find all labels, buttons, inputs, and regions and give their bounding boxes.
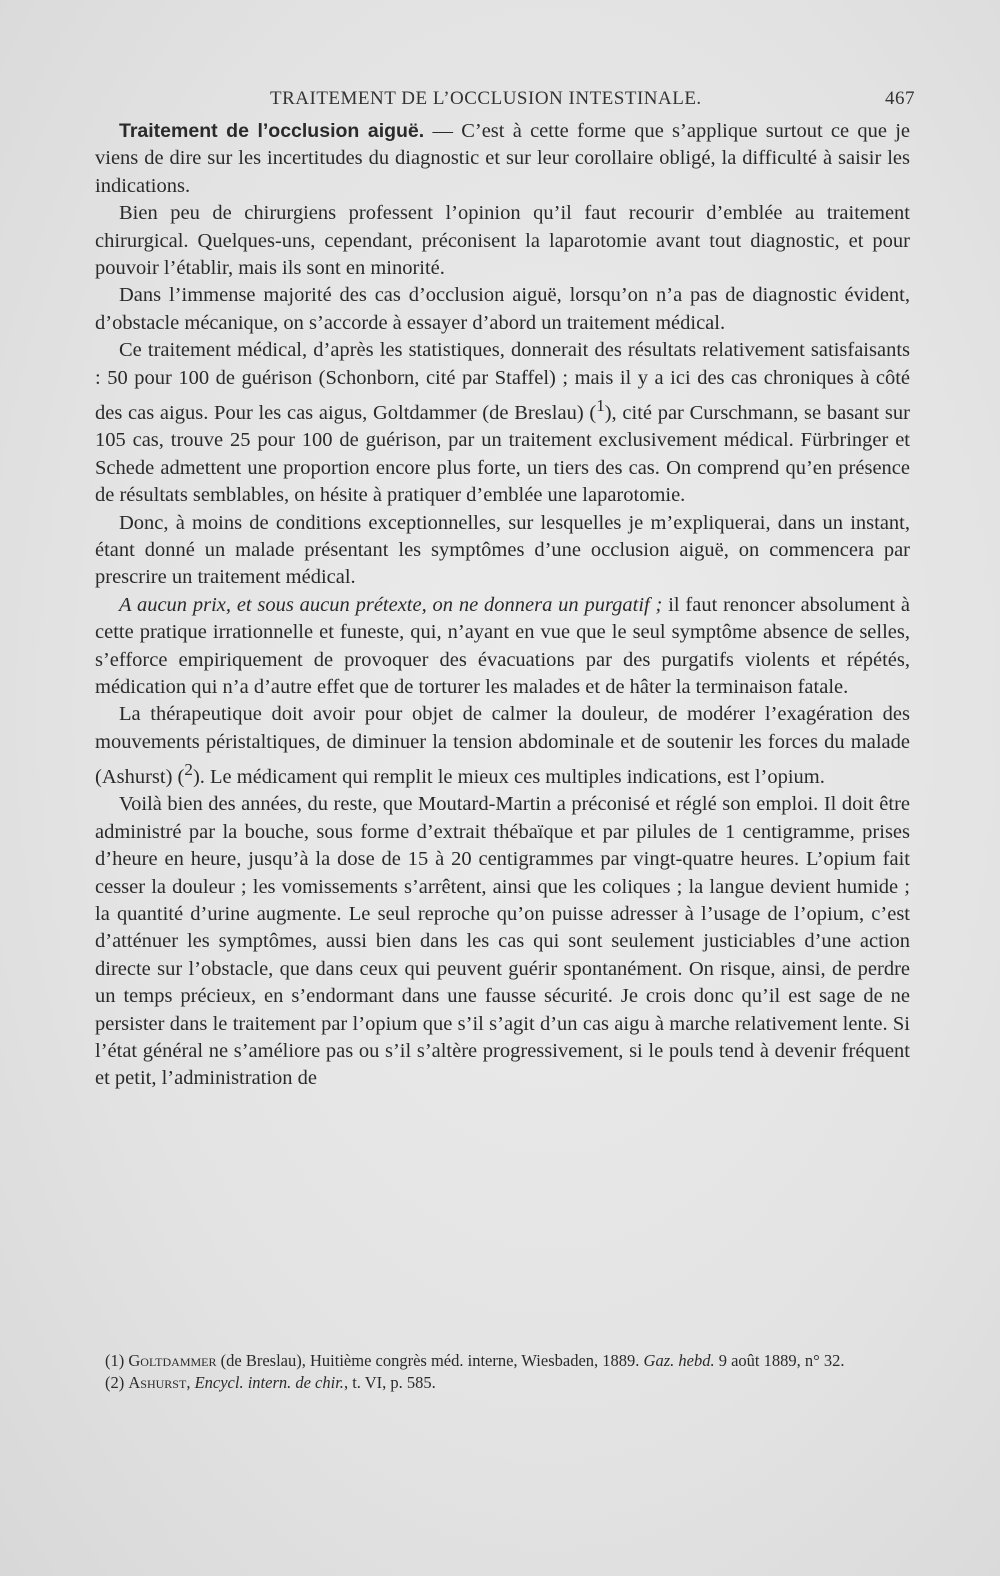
footnote-ref-2: 2 — [184, 760, 193, 780]
section-heading: Traitement de l’occlusion aiguë. — [119, 120, 425, 142]
footnote-1-text: (de Breslau), Huitième congrès méd. interne, Wiesbaden, 1889. — [216, 1351, 644, 1370]
body-text — [95, 118, 910, 1093]
page-number: 467 — [885, 88, 915, 109]
footnote-2-work: Encycl. intern. de chir. — [194, 1373, 344, 1392]
paragraph-3: Dans l’immense majorité des cas d’occlusion aiguë, lorsqu’on n’a pas de diagnostic évident, d’obstacle mécanique, on s’accorde à essayer d’abord un traitement médical. — [95, 284, 910, 334]
paragraph-6-text: il faut renoncer absolument à cette pratique irrationnelle et funeste, qui, n’ayant en vue que le seul symptôme absence de selles, s’efforce empiriquement de provoquer des évacuations par des purgatifs violents et répétés, médication qui n’a d’autre effet que de torturer les malades et de hâter la terminaison fatale. — [95, 593, 910, 698]
footnote-2-mark: (2) — [105, 1373, 125, 1392]
paragraph-5: Donc, à moins de conditions exceptionnelles, sur lesquelles je m’expliquerai, dans un instant, étant donné un malade présentant les symptômes d’une occlusion aiguë, on commencera par prescrire un traitement médical. — [95, 511, 910, 589]
paragraph-7 — [95, 701, 910, 791]
paragraph-4 — [95, 337, 910, 509]
paragraph-4-text-b: ), cité par Curschmann, se basant sur 105 cas, trouve 25 pour 100 de guérison, par un traitement exclusivement médical. Fürbringer et Schede admettent une proportion encore plus forte, un tiers des cas. On comprend qu’en présence de résultats semblables, on hésite à pratiquer d’emblée une laparotomie. — [95, 401, 910, 507]
footnote-1-mark: (1) — [105, 1351, 125, 1370]
footnote-1-journal: Gaz. hebd. — [643, 1351, 715, 1370]
footnote-1-date: 9 août 1889, n° 32. — [714, 1351, 845, 1370]
footnote-1 — [85, 1350, 915, 1372]
paragraph-6 — [95, 592, 910, 702]
paragraph-6-italic: A aucun prix, et sous aucun prétexte, on ne donnera un purgatif ; — [119, 593, 663, 616]
paragraph-1-text: — C’est à cette forme que s’applique surtout ce que je viens de dire sur les incertitudes du diagnostic et sur leur corollaire obligé, la difficulté à saisir les indications. — [95, 120, 910, 197]
footnote-1-author: Goltdammer — [128, 1351, 217, 1370]
footnotes — [85, 1350, 915, 1394]
paragraph-2: Bien peu de chirurgiens professent l’opinion qu’il faut recourir d’emblée au traitement chirurgical. Quelques-uns, cependant, préconisent la laparotomie avant tout diagnostic, et pour pouvoir l’établir, mais ils sont en minorité. — [95, 202, 910, 280]
paragraph-8: Voilà bien des années, du reste, que Moutard-Martin a préconisé et réglé son emploi. Il doit être administré par la bouche, sous forme d’extrait thébaïque et par pilules de 1 centigramme, prises d’heure en heure, jusqu’à la dose de 15 à 20 centigrammes par vingt-quatre heures. L’opium fait cesser la douleur ; les vomissements s’arrêtent, ainsi que les coliques ; la langue devient humide ; la quantité d’urine augmente. Le seul reproche qu’on puisse adresser à l’usage de l’opium, c’est d’atténuer les symptômes, aussi bien dans les cas qui sont seulement justiciables d’une action directe sur l’obstacle, que dans ceux qui peuvent guérir spontanément. On risque, ainsi, de perdre un temps précieux, en s’endormant dans une fausse sécurité. Je crois donc qu’il est sage de ne persister dans le traitement par l’opium que s’il s’agit d’un cas aigu à marche relativement lente. Si l’état général ne s’améliore pas ou s’il s’altère progressivement, si le pouls tend à devenir fréquent et petit, l’administration de — [95, 793, 910, 1090]
running-head: TRAITEMENT DE L’OCCLUSION INTESTINALE. — [270, 88, 702, 109]
footnote-2-author: Ashurst — [128, 1373, 187, 1392]
footnote-2-text: , t. VI, p. 585. — [343, 1373, 436, 1392]
paragraph-7-text-b: ). Le médicament qui remplit le mieux ces multiples indications, est l’opium. — [192, 766, 825, 788]
paragraph-7-text-a: La thérapeutique doit avoir pour objet de calmer la douleur, de modérer l’exagération des mouvements péristaltiques, de diminuer la tension abdominale et de soutenir les forces du malade (Ashurst) ( — [95, 703, 910, 788]
footnote-ref-1: 1 — [596, 396, 605, 416]
footnote-2 — [85, 1372, 915, 1394]
paragraph-4-text-a: Ce traitement médical, d’après les statistiques, donnerait des résultats relativement satisfaisants : 50 pour 100 de guérison (Schonborn, cité par Staffel) ; mais il y a ici des cas chroniques à côté des cas aigus. Pour les cas aigus, Goltdammer (de Breslau) ( — [95, 339, 910, 424]
footnote-2-sep: , — [186, 1373, 195, 1392]
paragraph-1 — [95, 118, 910, 200]
